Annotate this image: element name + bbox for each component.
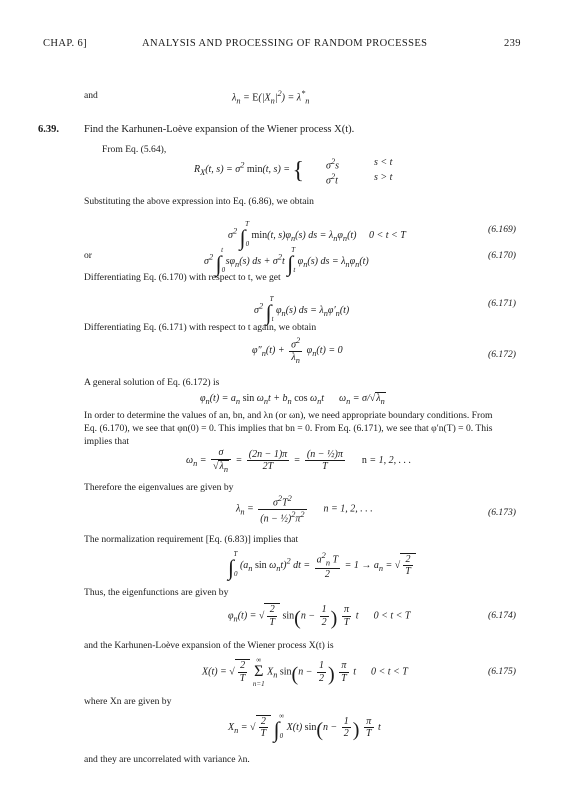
text-eigenvalues: Therefore the eigenvalues are given by: [84, 482, 234, 493]
case-1: $\sigma^2s$: [326, 157, 340, 172]
general-solution-equation: $\varphi_n(t) = a_n$ $\sin \omega_nt + b_n$ $\cos \omega_nt$ $\omega_n = \sigma/√\lambda_n$: [200, 393, 385, 406]
equation-6175: X(t) = √ $\frac{2}{T}$ ∞ Σ n=1 $X_n$ sin(n − $\frac{1}{2}$ ) $\frac{\pi}{T}$ t 0 < t < T: [202, 656, 408, 689]
text-uncorrelated: and they are uncorrelated with variance λn.: [84, 754, 250, 765]
normalization-equation: $\int_0^T$ ($a_n$ $\sin \omega_nt)^2$ dt = $\frac{a^2_n T}{2}$ = $1 \to a_n$ = √ $\frac{2}{T}$: [228, 550, 416, 580]
case-1-cond: s < t: [374, 157, 393, 168]
and-word: and: [84, 90, 98, 101]
eqnum-6174: (6.174): [488, 610, 516, 621]
eqnum-6171: (6.171): [488, 298, 516, 309]
case-2: $\sigma^2t$: [326, 172, 338, 187]
variance-equation: $\lambda_n = E(|X_n|^2) = \lambda^*_n$: [232, 89, 310, 106]
text-normalization: The normalization requirement [Eq. (6.83)] implies that: [84, 534, 299, 545]
equation-6173: $\lambda_n$ = $\frac{\sigma^2T^2}{(n - \frac{1}{2})^2\pi^2}$ n = 1, 2, . . .: [236, 494, 373, 525]
text-eigenfunctions: Thus, the eigenfunctions are given by: [84, 587, 229, 598]
eqnum-6170: (6.170): [488, 250, 516, 261]
omega-equation: $\omega_n$ = $\frac{\sigma}{√\lambda_n}$ = $\frac{(2n - 1)\pi}{2T}$ = $\frac{\text{(n − ½)π}}{T}$ n = 1, 2, . . .: [186, 447, 412, 474]
text-where-xn: where Xn are given by: [84, 696, 172, 707]
text-or: or: [84, 250, 92, 261]
eqnum-6169: (6.169): [488, 224, 516, 235]
eqnum-6175: (6.175): [488, 666, 516, 677]
xn-equation: $X_n$ = √ $\frac{2}{T}$ $\int_0^\infty$ X(t) sin(n − $\frac{1}{2}$ ) $\frac{\pi}{T}$ t: [228, 712, 381, 742]
problem-number: 6.39.: [38, 124, 59, 135]
running-title: ANALYSIS AND PROCESSING OF RANDOM PROCESSES: [142, 38, 428, 49]
equation-6174: $\varphi_n(t)$ = √ $\frac{2}{T}$ sin(n − $\frac{1}{2}$ ) $\frac{\pi}{T}$ t 0 < t < T: [228, 604, 411, 630]
equation-6171: $\sigma^2$ $\int_t^T$ $\varphi_n(s)$ ds = $\lambda_n\varphi'_n(t)$: [254, 295, 350, 325]
text-substituting: Substituting the above expression into Eq. (6.86), we obtain: [84, 196, 314, 207]
problem-statement: Find the Karhunen-Loève expansion of the Wiener process X(t).: [84, 124, 355, 135]
equation-6170: $\sigma^2$ $\int_0^t$ $s\varphi_n(s)$ ds + $\sigma^2t$ $\int_t^T$ $\varphi_n(s)$ ds = $\lambda_n\varphi_n(t)$: [204, 246, 369, 276]
text-from-eq: From Eq. (5.64),: [102, 144, 167, 155]
text-boundary-2: Eq. (6.170), we see that φn(0) = 0. This implies that bn = 0. From Eq. (6.171), we see that φ′n(T) = 0. This: [84, 423, 493, 434]
equation-6169: $\sigma^2$ $\int_0^T$ min(t, $s)\varphi_n(s)$ ds = $\lambda_n\varphi_n(t)$ 0 < t < T: [228, 220, 406, 250]
autocorrelation-equation: $R_X(t$, $s) = \sigma^2$ min(t, s) = {: [194, 158, 305, 184]
page-number: 239: [504, 38, 521, 49]
text-general-solution: A general solution of Eq. (6.172) is: [84, 377, 220, 388]
eqnum-6173: (6.173): [488, 507, 516, 518]
equation-6172: $\varphi''_n(t)$ + $\frac{\sigma^2}{\lambda_n}$ $\varphi_n(t) = 0$: [252, 336, 343, 365]
chapter-label: CHAP. 6]: [43, 38, 88, 49]
text-boundary-1: In order to determine the values of an, bn, and λn (or ωn), we need appropriate boundary conditions. From: [84, 410, 493, 421]
text-boundary-3: implies that: [84, 436, 130, 447]
text-differentiating-1: Differentiating Eq. (6.170) with respect to t, we get: [84, 272, 281, 283]
text-kl-expansion: and the Karhunen-Loève expansion of the Wiener process X(t) is: [84, 640, 334, 651]
eqnum-6172: (6.172): [488, 349, 516, 360]
case-2-cond: s > t: [374, 172, 393, 183]
text-differentiating-2: Differentiating Eq. (6.171) with respect to t again, we obtain: [84, 322, 317, 333]
